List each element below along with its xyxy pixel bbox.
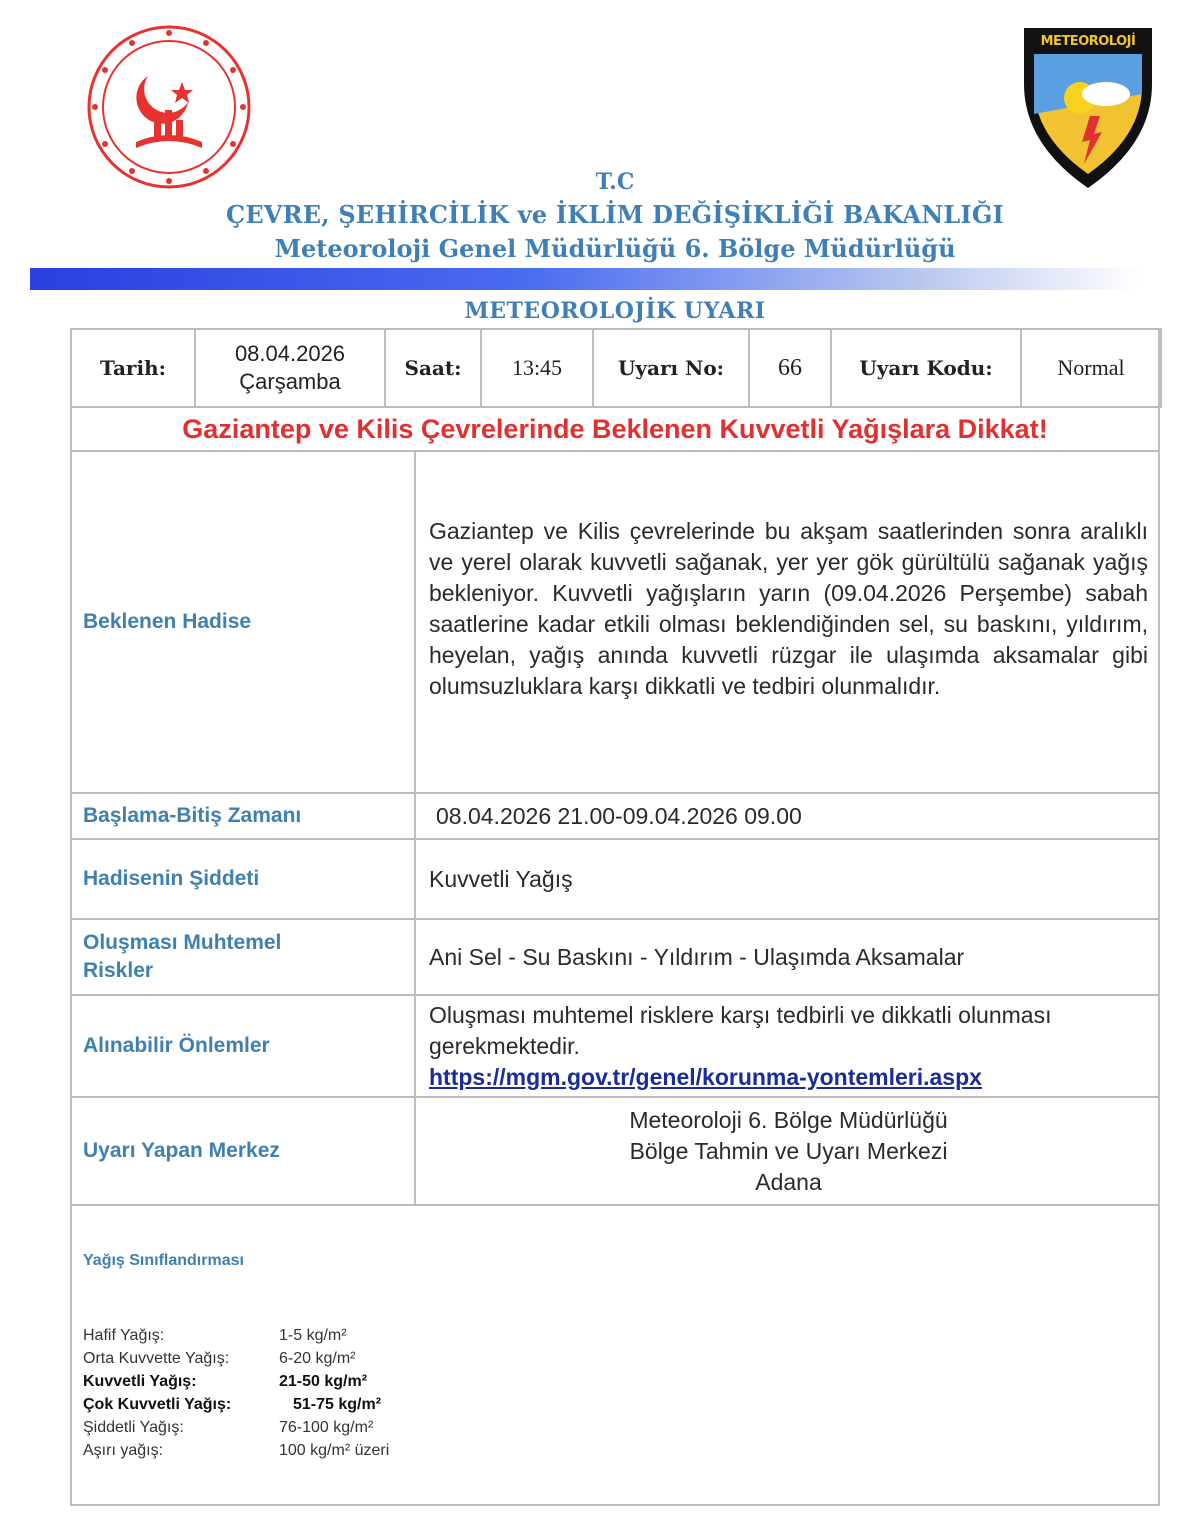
classification-value: 51-75 kg/m² [293,1395,382,1413]
center-line-3: Adana [755,1168,822,1195]
center-line-2: Bölge Tahmin ve Uyarı Merkezi [629,1137,948,1164]
risks-label: Oluşması Muhtemel Riskler [70,920,416,994]
meteorology-logo-text: METEOROLOJİ [1040,34,1136,49]
severity-cell [416,840,1160,918]
warning-code-label: Uyarı Kodu: [831,329,1021,407]
center-label: Uyarı Yapan Merkez [70,1098,416,1204]
classification-name: Orta Kuvvette Yağış: [83,1349,230,1367]
classification-name: Hafif Yağış: [83,1326,165,1344]
classification-row [83,1370,389,1393]
classification-name: Şiddetli Yağış: [83,1418,184,1436]
warning-info-table [70,328,1162,408]
row-severity [70,840,1160,920]
classification-title: Yağış Sınıflandırması [83,1252,244,1269]
document-title: METEOROLOJİK UYARI [464,298,766,324]
measures-label: Alınabilir Önlemler [70,996,416,1096]
classification-value: 76-100 kg/m² [279,1418,374,1436]
classification-value: 6-20 kg/m² [279,1349,356,1367]
row-center [70,1098,1160,1206]
warning-no-label: Uyarı No: [593,329,749,407]
severity-text: Kuvvetli Yağış [429,865,573,892]
expected-event-cell [416,452,1160,792]
warning-code-value: Normal [1021,329,1161,407]
directorate-name: Meteoroloji Genel Müdürlüğü 6. Bölge Müdürlüğü [274,234,956,263]
expected-event-text: Gaziantep ve Kilis çevrelerinde bu akşam saatlerinden sonra aralıklı ve yerel olarak kuvvetli sağanak, yer yer gök gürültülü sağanak yağış bekleniyor. Kuvvetli yağışların yarın (09.04.2026 Perşembe) sabah saatlerine kadar etkili olması beklendiğinden sel, su baskını, yıldırım, heyelan, yağış anında kuvvetli rüzgar ile ulaşımda aksamalar gibi olumsuzluklara karşı dikkatli ve tedbiri olunmalıdır. [429,518,1148,699]
measures-text: Oluşması muhtemel risklere karşı tedbirli ve dikkatli olunması gerekmektedir. [429,1001,1052,1059]
risks-cell [416,920,1160,994]
classification-value: 21-50 kg/m² [279,1372,368,1390]
page-header [0,166,1200,266]
date-value [195,329,385,407]
row-expected-event [70,452,1160,794]
severity-label: Hadisenin Şiddeti [70,840,416,918]
classification-row [83,1393,389,1416]
classification-name: Kuvvetli Yağış: [83,1372,197,1390]
row-measures [70,996,1160,1098]
start-end-cell [416,794,1160,838]
date-label: Tarih: [71,329,195,407]
day-text: Çarşamba [239,369,341,394]
time-value: 13:45 [481,329,593,407]
header-gradient-bar [30,268,1140,290]
classification-value: 100 kg/m² üzeri [279,1441,390,1459]
risks-text: Ani Sel - Su Baskını - Yıldırım - Ulaşımda Aksamalar [429,943,965,970]
expected-event-label: Beklenen Hadise [70,452,416,792]
warning-no-value: 66 [749,329,831,407]
protection-methods-link[interactable]: https://mgm.gov.tr/genel/korunma-yontemleri.aspx [429,1063,982,1090]
row-risks [70,920,1160,996]
classification-value: 1-5 kg/m² [279,1326,347,1344]
ministry-name: ÇEVRE, ŞEHİRCİLİK ve İKLİM DEĞİŞİKLİĞİ BAKANLIĞI [226,200,1004,229]
classification-name: Çok Kuvvetli Yağış: [83,1395,232,1413]
center-line-1: Meteoroloji 6. Bölge Müdürlüğü [629,1106,948,1133]
classification-row [83,1439,389,1462]
classification-row [83,1347,389,1370]
classification-row [83,1324,389,1347]
date-text: 08.04.2026 [234,341,346,366]
classification-name: Aşırı yağış: [83,1441,164,1459]
start-end-text: 08.04.2026 21.00-09.04.2026 09.00 [436,802,802,829]
start-end-label: Başlama-Bitiş Zamanı [70,794,416,838]
classification-table [83,1324,389,1462]
header-tc: T.C [595,169,635,195]
row-start-end [70,794,1160,840]
center-cell [416,1098,1160,1204]
classification-row [83,1416,389,1439]
time-label: Saat: [385,329,481,407]
measures-cell [416,996,1160,1096]
warning-headline: Gaziantep ve Kilis Çevrelerinde Beklenen Kuvvetli Yağışlara Dikkat! [70,408,1160,452]
